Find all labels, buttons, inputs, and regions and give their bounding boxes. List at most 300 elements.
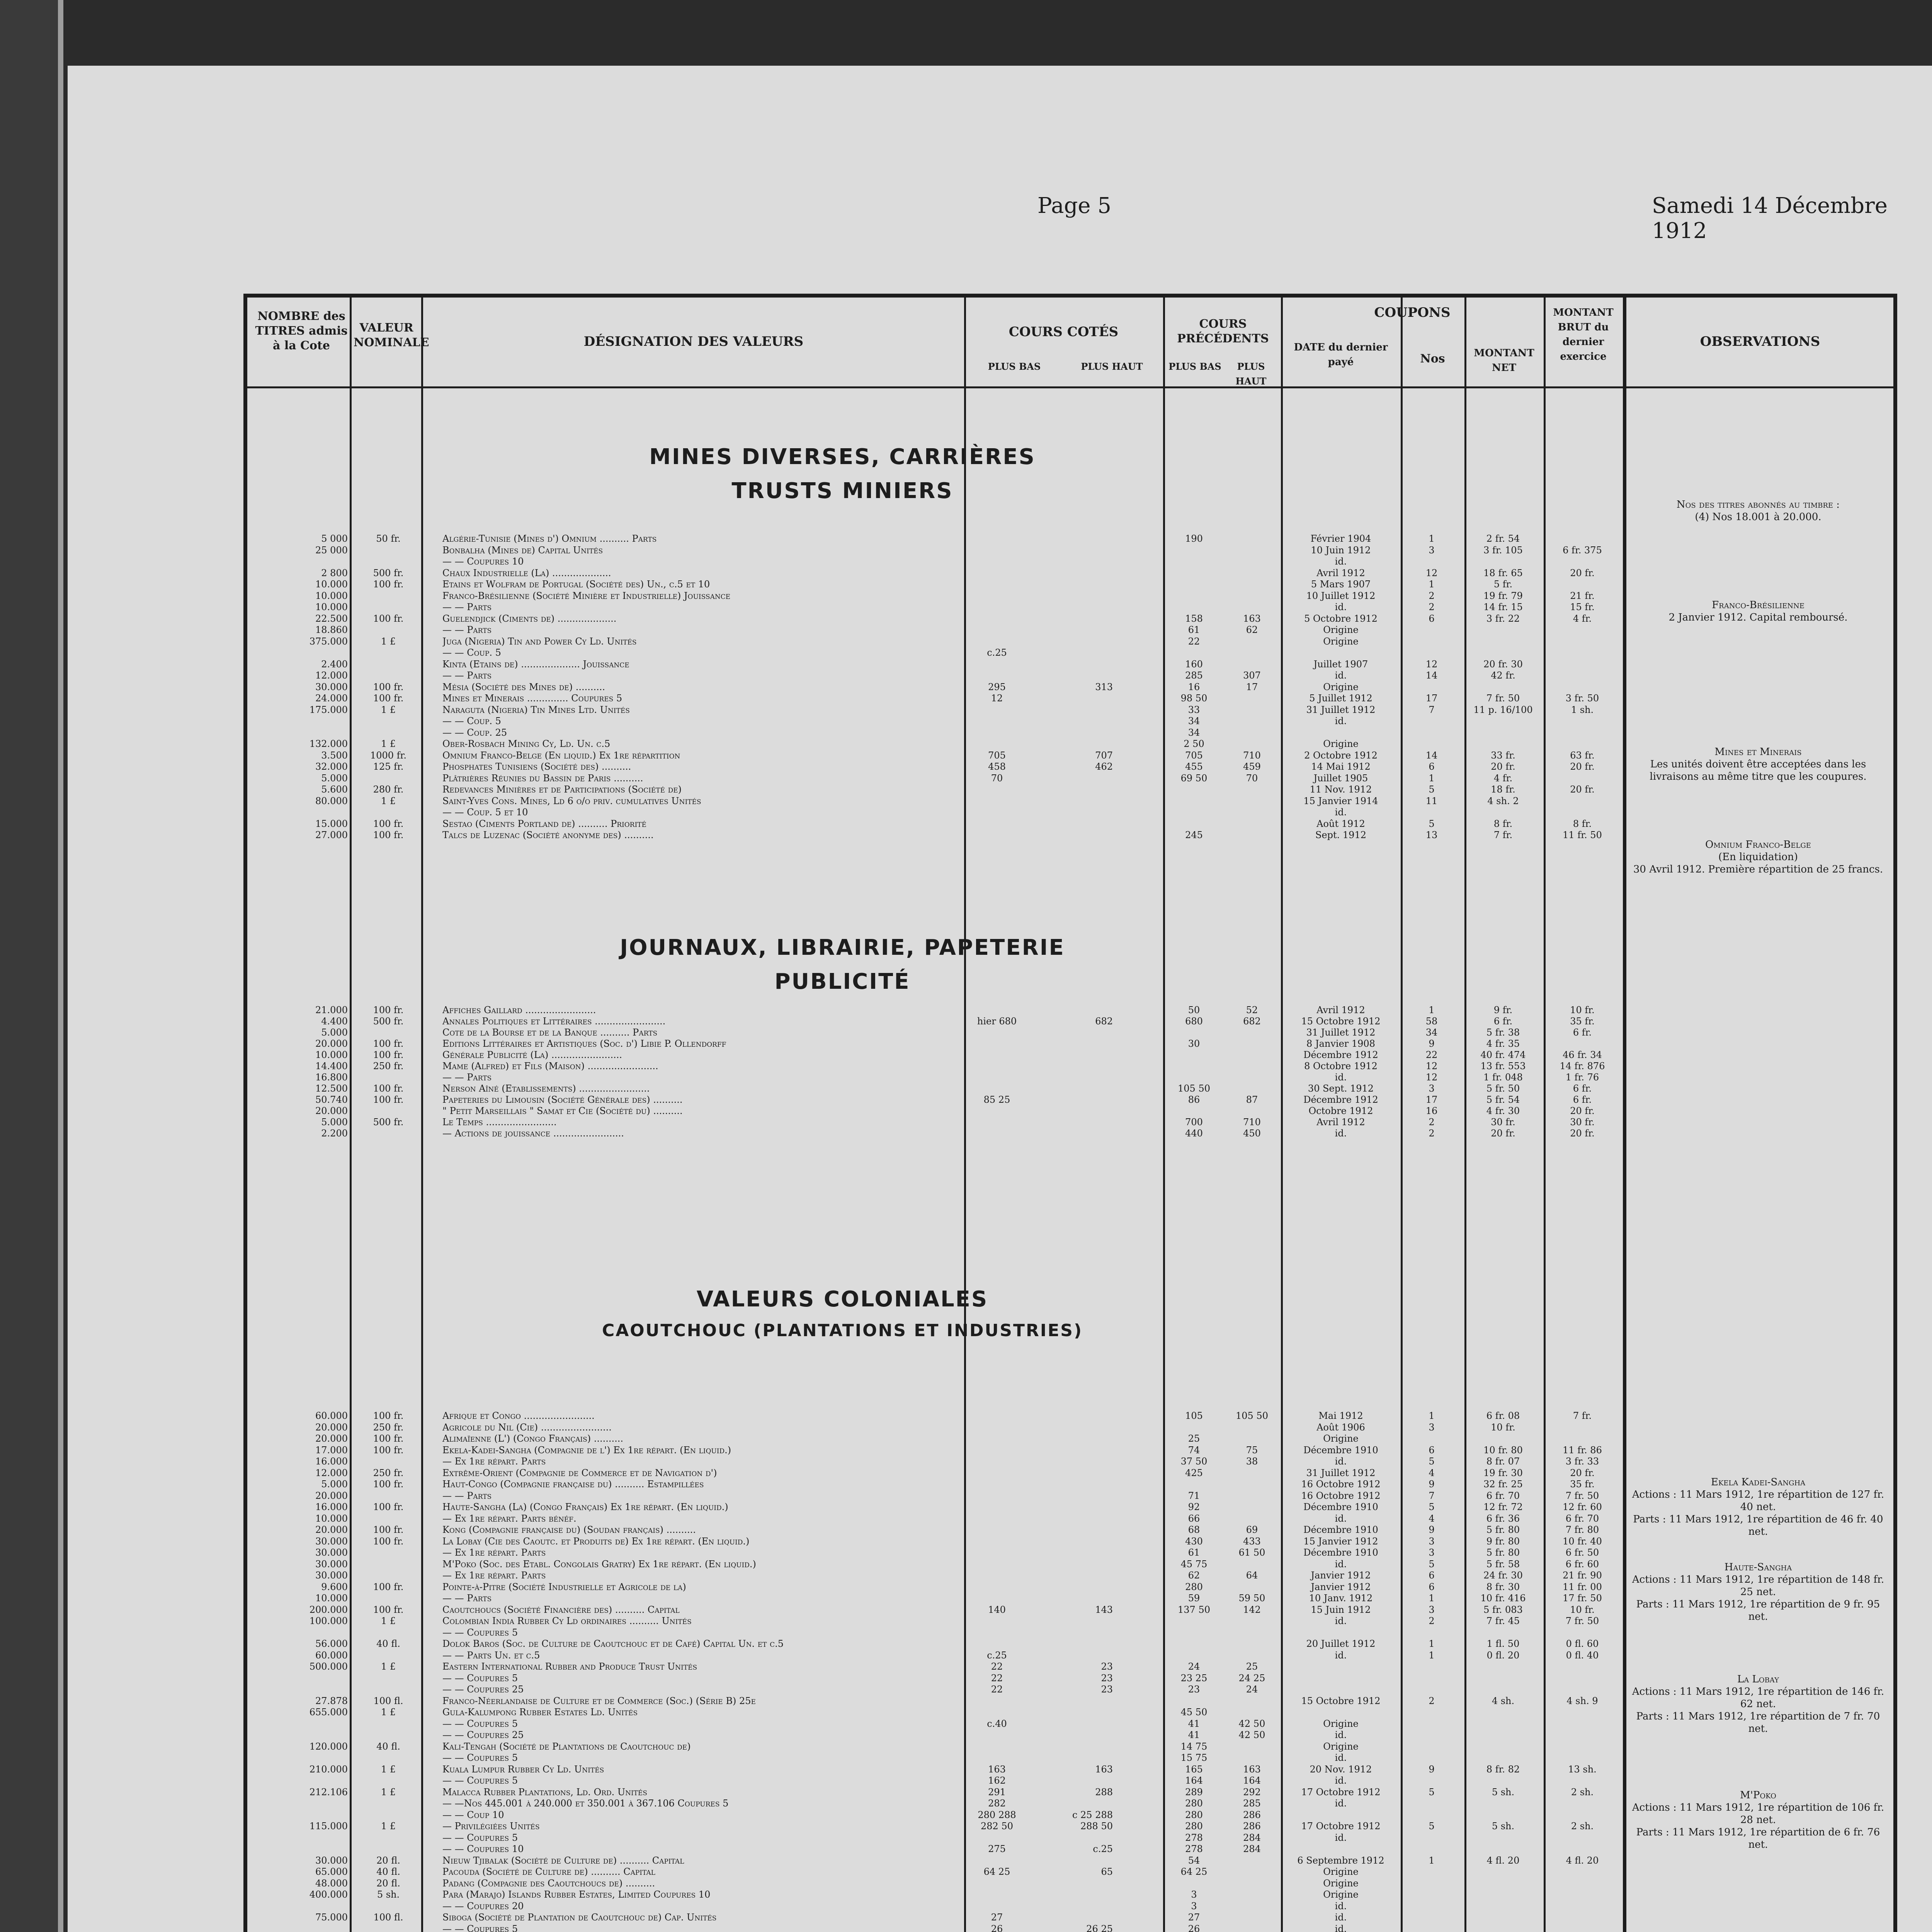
cell-coupon-date: id.	[1335, 670, 1347, 681]
cell-brut: 6 fr.	[1573, 1027, 1592, 1038]
cell-brut: 11 fr. 50	[1563, 830, 1602, 840]
cell-cote-bas: 85 25	[983, 1094, 1010, 1105]
cell-cote-bas: 26	[991, 1923, 1003, 1932]
cell-designation: Extrême-Orient (Compagnie de Commerce et de Navigation d')	[442, 1467, 717, 1478]
cell-nombre: 5.600	[321, 784, 348, 795]
cell-brut: 20 fr.	[1570, 761, 1595, 772]
cell-prec-bas: 105 50	[1178, 1083, 1210, 1094]
observation-text: (En liquidation)	[1718, 851, 1798, 863]
observation-heading: Franco-Brésilienne	[1712, 599, 1804, 611]
cell-valeur: 40 fl.	[376, 1741, 400, 1752]
quotation-table	[243, 294, 1897, 1932]
cell-prec-haut: 286	[1243, 1821, 1261, 1832]
cell-nombre: 12.000	[315, 1467, 348, 1478]
cell-brut: 14 fr. 876	[1560, 1061, 1605, 1071]
cell-designation: M'Poko (Soc. des Etabl. Congolais Gratry) Ex 1re répart. (En liquid.)	[442, 1558, 756, 1570]
cell-coupon-montant: 11 p. 16/100	[1473, 704, 1533, 715]
cell-valeur: 40 fl.	[376, 1638, 400, 1649]
cell-coupon-montant: 5 sh.	[1492, 1821, 1515, 1832]
cell-coupon-date: id.	[1335, 1923, 1347, 1932]
cell-designation: Annales Politiques et Littéraires ........................	[442, 1016, 666, 1027]
cell-prec-bas: 23 25	[1180, 1672, 1208, 1684]
cell-prec-bas: 61	[1188, 624, 1200, 635]
cell-coupon-montant: 1 fl. 50	[1486, 1638, 1520, 1649]
cell-coupon-date: 20 Nov. 1912	[1310, 1764, 1372, 1775]
cell-designation: Cote de la Bourse et de la Banque .......... Parts	[442, 1027, 658, 1038]
cell-coupon-no: 12	[1425, 658, 1438, 670]
cell-designation: Mines et Minerais .............. Coupures 5	[442, 693, 622, 704]
cell-coupon-date: id.	[1335, 1128, 1347, 1139]
table-row	[247, 1061, 1893, 1071]
table-row	[247, 1775, 1893, 1786]
cell-designation: Phosphates Tunisiens (Société des) ..........	[442, 761, 631, 772]
cell-designation: Plâtrières Réunies du Bassin de Paris ..........	[442, 772, 643, 784]
col-header-cours-cotes: COURS COTÉS	[1009, 324, 1119, 340]
col-header-observations: OBSERVATIONS	[1700, 334, 1820, 349]
cell-prec-haut: 286	[1243, 1809, 1261, 1820]
cell-prec-haut: 70	[1246, 772, 1258, 784]
cell-coupon-montant: 2 fr. 54	[1486, 533, 1520, 544]
cell-coupon-no: 1	[1429, 1593, 1435, 1604]
cell-prec-bas: 41	[1188, 1730, 1200, 1740]
cell-valeur: 1 £	[381, 1821, 396, 1832]
cell-valeur: 100 fr.	[373, 1038, 404, 1049]
cell-designation: Malacca Rubber Plantations, Ld. Ord. Unités	[442, 1786, 648, 1798]
cell-nombre: 3.500	[321, 750, 348, 761]
table-row	[247, 716, 1893, 726]
cell-designation: Caoutchoucs (Société Financière des) .......... Capital	[442, 1604, 680, 1615]
table-row	[247, 1072, 1893, 1083]
cell-coupon-no: 14	[1425, 670, 1438, 681]
cell-designation: Kali-Tengah (Société de Plantations de Caoutchouc de)	[442, 1741, 691, 1752]
table-row	[247, 1083, 1893, 1094]
section-title: VALEURS COLONIALES	[696, 1287, 988, 1312]
cell-nombre: 50.740	[315, 1094, 348, 1105]
cell-coupon-date: id.	[1335, 1832, 1347, 1843]
observation-text: 30 Avril 1912. Première répartition de 25 francs.	[1633, 864, 1883, 875]
cell-nombre: 10.000	[315, 1049, 348, 1060]
cell-cote-bas: 162	[988, 1775, 1006, 1786]
cell-nombre: 4.400	[321, 1016, 348, 1027]
cell-coupon-no: 1	[1429, 1005, 1435, 1015]
cell-brut: 0 fl. 60	[1566, 1638, 1599, 1649]
cell-cote-bas: c.25	[987, 1650, 1007, 1661]
observation-note	[1627, 1789, 1889, 1851]
cell-coupon-date: 31 Juillet 1912	[1306, 1467, 1376, 1478]
cell-valeur: 100 fr.	[373, 1094, 404, 1105]
cell-valeur: 100 fr.	[373, 1410, 404, 1421]
cell-coupon-no: 7	[1429, 704, 1435, 715]
cell-coupon-montant: 19 fr. 30	[1483, 1467, 1523, 1478]
cell-coupon-date: Origine	[1323, 1741, 1359, 1752]
cell-nombre: 12.500	[315, 1083, 348, 1094]
cell-prec-bas: 45 75	[1180, 1558, 1208, 1570]
cell-prec-bas: 26	[1188, 1923, 1200, 1932]
cell-brut: 35 fr.	[1570, 1016, 1595, 1027]
cell-prec-bas: 285	[1185, 670, 1203, 681]
cell-coupon-date: 17 Octobre 1912	[1301, 1821, 1381, 1832]
table-row	[247, 1005, 1893, 1015]
cell-cote-bas: 22	[991, 1684, 1003, 1695]
cell-coupon-date: 15 Octobre 1912	[1301, 1016, 1381, 1027]
cell-nombre: 27.878	[315, 1695, 348, 1706]
cell-coupon-date: 5 Mars 1907	[1311, 579, 1371, 590]
cell-nombre: 10.000	[315, 1513, 348, 1524]
cell-designation: Nieuw Tjibalak (Société de Culture de) .......... Capital	[442, 1855, 684, 1866]
cell-brut: 7 fr.	[1573, 1410, 1592, 1421]
cell-designation: Papeteries du Limousin (Société Générale des) ..........	[442, 1094, 683, 1105]
cell-coupon-date: 8 Octobre 1912	[1304, 1061, 1378, 1071]
cell-coupon-date: Décembre 1912	[1303, 1049, 1378, 1060]
cell-designation: Algérie-Tunisie (Mines d') Omnium .......... Parts	[442, 533, 657, 544]
cell-prec-bas: 24	[1188, 1661, 1200, 1672]
cell-cote-haut: 163	[1095, 1764, 1113, 1775]
cell-coupon-date: Décembre 1910	[1303, 1524, 1378, 1535]
cell-cote-bas: c.25	[987, 647, 1007, 658]
cell-coupon-date: 15 Janvier 1912	[1303, 1536, 1378, 1547]
cell-coupon-montant: 5 sh.	[1492, 1786, 1515, 1798]
cell-brut: 20 fr.	[1570, 784, 1595, 795]
cell-prec-haut: 163	[1243, 613, 1261, 624]
cell-valeur: 100 fr.	[373, 1581, 404, 1592]
cell-prec-bas: 61	[1188, 1547, 1200, 1558]
cell-valeur: 20 fl.	[376, 1878, 400, 1889]
cell-coupon-date: Janvier 1912	[1311, 1570, 1371, 1581]
cell-prec-bas: 50	[1188, 1005, 1200, 1015]
cell-prec-haut: 285	[1243, 1798, 1261, 1809]
cell-cote-bas: 22	[991, 1672, 1003, 1684]
cell-prec-bas: 160	[1185, 658, 1203, 670]
cell-prec-bas: 74	[1188, 1444, 1200, 1456]
cell-coupon-date: Février 1904	[1310, 533, 1371, 544]
cell-coupon-date: Juillet 1905	[1313, 772, 1368, 784]
cell-brut: 3 fr. 50	[1565, 693, 1599, 704]
observation-text: Actions : 11 Mars 1912, 1re répartition de 127 fr. 40 net.	[1632, 1489, 1884, 1513]
table-row	[247, 568, 1893, 578]
cell-valeur: 100 fr.	[373, 1502, 404, 1512]
cell-coupon-montant: 42 fr.	[1491, 670, 1515, 681]
cell-nombre: 18.860	[315, 624, 348, 635]
cell-brut: 0 fl. 40	[1566, 1650, 1599, 1661]
cell-valeur: 1 £	[381, 704, 396, 715]
cell-coupon-montant: 8 fr. 30	[1486, 1581, 1520, 1592]
cell-designation: Pacouda (Société de Culture de) .......... Capital	[442, 1866, 655, 1877]
cell-designation: Para (Marajo) Islands Rubber Estates, Limited Coupures 10	[442, 1889, 711, 1900]
cell-prec-haut: 52	[1246, 1005, 1258, 1015]
cell-coupon-no: 1	[1429, 1855, 1435, 1866]
cell-coupon-no: 7	[1429, 1490, 1435, 1501]
cell-coupon-no: 13	[1425, 830, 1438, 840]
cell-brut: 20 fr.	[1570, 1128, 1595, 1139]
cell-designation: Mame (Alfred) et Fils (Maison) ........................	[442, 1061, 658, 1071]
cell-designation: Redevances Minières et de Participations (Société de)	[442, 784, 682, 795]
cell-nombre: 200.000	[309, 1604, 348, 1615]
cell-brut: 46 fr. 34	[1563, 1049, 1602, 1060]
cell-coupon-no: 2	[1429, 1695, 1435, 1706]
table-row	[247, 1049, 1893, 1060]
cell-coupon-montant: 4 fl. 20	[1486, 1855, 1520, 1866]
cell-coupon-montant: 9 fr. 80	[1486, 1536, 1520, 1547]
cell-cote-haut: 462	[1095, 761, 1113, 772]
cell-designation: — — Coupures 5	[442, 1752, 518, 1763]
table-row	[247, 727, 1893, 738]
cell-prec-haut: 25	[1246, 1661, 1258, 1672]
cell-coupon-montant: 12 fr. 72	[1483, 1502, 1523, 1512]
cell-coupon-montant: 10 fr. 416	[1480, 1593, 1526, 1604]
cell-designation: Siboga (Société de Plantation de Caoutchouc de) Cap. Unités	[442, 1912, 717, 1923]
cell-prec-bas: 430	[1185, 1536, 1203, 1547]
cell-coupon-no: 4	[1429, 1467, 1435, 1478]
cell-prec-bas: 33	[1188, 704, 1200, 715]
cell-cote-haut: 23	[1101, 1684, 1113, 1695]
cell-valeur: 50 fr.	[376, 533, 401, 544]
cell-valeur: 100 fr.	[373, 1604, 404, 1615]
cell-nombre: 115.000	[309, 1821, 348, 1832]
cell-nombre: 75.000	[315, 1912, 348, 1923]
cell-coupon-date: Décembre 1910	[1303, 1444, 1378, 1456]
cell-coupon-montant: 14 fr. 15	[1483, 602, 1523, 612]
cell-coupon-no: 1	[1429, 533, 1435, 544]
cell-designation: — — Coup. 5 et 10	[442, 807, 528, 818]
cell-coupon-montant: 3 fr. 105	[1483, 544, 1523, 556]
cell-prec-bas: 22	[1188, 636, 1200, 647]
observation-note	[1627, 1561, 1889, 1623]
cell-coupon-date: Décembre 1912	[1303, 1094, 1378, 1105]
cell-coupon-montant: 5 fr. 083	[1483, 1604, 1523, 1615]
cell-coupon-date: Avril 1912	[1316, 1117, 1365, 1128]
cell-coupon-date: 15 Janvier 1914	[1303, 795, 1378, 806]
cell-coupon-date: Origine	[1323, 1866, 1359, 1877]
cell-valeur: 1000 fr.	[370, 750, 407, 761]
cell-cote-bas: 295	[988, 681, 1006, 692]
cell-brut: 4 fl. 20	[1566, 1855, 1599, 1866]
observation-text: Actions : 11 Mars 1912, 1re répartition de 146 fr. 62 net.	[1632, 1686, 1884, 1710]
table-row	[247, 1094, 1893, 1105]
cell-prec-bas: 62	[1188, 1570, 1200, 1581]
cell-coupon-date: 31 Juillet 1912	[1306, 704, 1376, 715]
cell-cote-bas: 70	[991, 772, 1003, 784]
cell-prec-haut: 284	[1243, 1844, 1261, 1854]
cell-coupon-date: Origine	[1323, 738, 1359, 749]
cell-coupon-date: 20 Juillet 1912	[1306, 1638, 1376, 1649]
cell-brut: 11 fr. 86	[1563, 1444, 1602, 1456]
cell-valeur: 500 fr.	[373, 567, 404, 578]
cell-coupon-montant: 4 sh. 2	[1487, 795, 1519, 806]
cell-cote-haut: 23	[1101, 1661, 1113, 1672]
cell-valeur: 100 fr.	[373, 1479, 404, 1490]
cell-designation: Gula-Kalumpong Rubber Estates Ld. Unités	[442, 1707, 638, 1718]
cell-coupon-date: id.	[1335, 1616, 1347, 1626]
cell-coupon-montant: 7 fr.	[1493, 830, 1513, 840]
table-row	[247, 659, 1893, 670]
table-row	[247, 1038, 1893, 1049]
cell-nombre: 32.000	[315, 761, 348, 772]
cell-valeur: 40 fl.	[376, 1866, 400, 1877]
cell-prec-bas: 71	[1188, 1490, 1200, 1501]
cell-nombre: 375.000	[309, 636, 348, 647]
cell-prec-haut: 64	[1246, 1570, 1258, 1581]
cell-nombre: 48.000	[315, 1878, 348, 1889]
table-row	[247, 784, 1893, 795]
cell-prec-haut: 59 50	[1238, 1593, 1265, 1604]
table-row	[247, 1923, 1893, 1932]
cell-designation: Editions Littéraires et Artistiques (Soc. d') Libie P. Ollendorff	[442, 1038, 726, 1049]
cell-coupon-date: Août 1912	[1316, 818, 1365, 829]
section-title: MINES DIVERSES, CARRIÈRES	[649, 444, 1036, 469]
cell-coupon-montant: 10 fr. 80	[1483, 1444, 1523, 1456]
cell-brut: 6 fr.	[1573, 1083, 1592, 1094]
cell-nombre: 30.000	[315, 1855, 348, 1866]
cell-prec-haut: 42 50	[1238, 1718, 1265, 1729]
cell-coupon-no: 5	[1429, 1786, 1435, 1798]
observation-heading: Omnium Franco-Belge	[1705, 839, 1811, 850]
cell-prec-bas: 27	[1188, 1912, 1200, 1923]
cell-designation: — — Coup 10	[442, 1809, 504, 1820]
table-row	[247, 556, 1893, 567]
cell-valeur: 280 fr.	[373, 784, 404, 795]
col-header-designation: DÉSIGNATION DES VALEURS	[583, 334, 804, 349]
cell-designation: Sestao (Ciments Portland de) .......... Priorité	[442, 818, 646, 829]
cell-coupon-no: 3	[1429, 544, 1435, 556]
cell-coupon-no: 9	[1429, 1479, 1435, 1490]
cell-coupon-montant: 7 fr. 50	[1486, 693, 1520, 704]
cell-nombre: 22.500	[315, 613, 348, 624]
table-row	[247, 1752, 1893, 1763]
cell-coupon-date: id.	[1335, 807, 1347, 818]
cell-cote-bas: 705	[988, 750, 1006, 761]
cell-designation: — — Parts	[442, 602, 492, 612]
table-row	[247, 1547, 1893, 1558]
cell-valeur: 500 fr.	[373, 1117, 404, 1128]
cell-nombre: 16.000	[315, 1456, 348, 1467]
cell-nombre: 175.000	[309, 704, 348, 715]
cell-prec-bas: 280	[1185, 1821, 1203, 1832]
cell-designation: Eastern International Rubber and Produce Trust Unités	[442, 1661, 697, 1672]
cell-prec-bas: 64 25	[1180, 1866, 1208, 1877]
table-row	[247, 1650, 1893, 1661]
cell-nombre: 30.000	[315, 1536, 348, 1547]
cell-prec-bas: 69 50	[1180, 772, 1208, 784]
cell-designation: — — Parts	[442, 624, 492, 635]
cell-designation: Guelendjick (Ciments de) ....................	[442, 613, 617, 624]
cell-nombre: 20.000	[315, 1422, 348, 1433]
cell-coupon-date: 30 Sept. 1912	[1308, 1083, 1374, 1094]
cell-designation: Omnium Franco-Belge (En liquid.) Ex 1re répartition	[442, 750, 680, 761]
cell-brut: 4 sh. 9	[1566, 1695, 1598, 1706]
cell-valeur: 100 fr.	[373, 681, 404, 692]
cell-coupon-date: Août 1906	[1316, 1422, 1365, 1433]
cell-coupon-no: 5	[1429, 1502, 1435, 1512]
cell-designation: Le Temps ........................	[442, 1117, 557, 1128]
cell-coupon-date: Origine	[1323, 1718, 1359, 1729]
cell-prec-bas: 289	[1185, 1786, 1203, 1798]
cell-prec-haut: 710	[1243, 750, 1261, 761]
cell-coupon-montant: 6 fr.	[1493, 1016, 1513, 1027]
cell-cote-bas: c.40	[987, 1718, 1007, 1729]
cell-coupon-date: id.	[1335, 1072, 1347, 1083]
cell-valeur: 100 fr.	[373, 830, 404, 840]
observation-heading: La Lobay	[1737, 1673, 1779, 1685]
cell-brut: 7 fr. 50	[1565, 1616, 1599, 1626]
cell-cote-bas: hier 680	[977, 1016, 1017, 1027]
cell-valeur: 5 sh.	[377, 1889, 400, 1900]
cell-coupon-no: 12	[1425, 567, 1438, 578]
cell-designation: Juga (Nigeria) Tin and Power Cy Ld. Unités	[442, 636, 637, 647]
cell-coupon-montant: 5 fr. 38	[1486, 1027, 1520, 1038]
cell-coupon-montant: 6 fr. 36	[1486, 1513, 1520, 1524]
cell-cote-haut: 682	[1095, 1016, 1113, 1027]
cell-prec-haut: 62	[1246, 624, 1258, 635]
cell-prec-bas: 98 50	[1180, 693, 1208, 704]
cell-brut: 17 fr. 50	[1563, 1593, 1602, 1604]
cell-cote-haut: 707	[1095, 750, 1113, 761]
cell-nombre: 17.000	[315, 1444, 348, 1456]
cell-designation: — Ex 1re répart. Parts	[442, 1570, 546, 1581]
table-row	[247, 1027, 1893, 1038]
table-row	[247, 818, 1893, 829]
cell-cote-haut: 65	[1101, 1866, 1113, 1877]
cell-valeur: 1 £	[381, 738, 396, 749]
cell-designation: Générale Publicité (La) ........................	[442, 1049, 622, 1060]
table-row	[247, 1433, 1893, 1444]
adjacent-page-edge	[0, 0, 63, 1932]
col-header-montant: MONTANT NET	[1474, 347, 1534, 374]
cell-brut: 1 fr. 76	[1565, 1072, 1599, 1083]
cell-designation: Franco-Brésilienne (Société Minière et Industrielle) Jouissance	[442, 590, 731, 601]
cell-prec-bas: 23	[1188, 1684, 1200, 1695]
cell-brut: 4 fr.	[1573, 613, 1592, 624]
cell-prec-haut: 75	[1246, 1444, 1258, 1456]
col-header-cotes-bas: PLUS BAS	[988, 361, 1041, 372]
cell-prec-bas: 278	[1185, 1844, 1203, 1854]
cell-coupon-date: 5 Juillet 1912	[1309, 693, 1372, 704]
cell-designation: — — Parts	[442, 1072, 492, 1083]
cell-nombre: 9.600	[321, 1581, 348, 1592]
cell-coupon-no: 14	[1425, 750, 1438, 761]
observation-text: Parts : 11 Mars 1912, 1re répartition de 46 fr. 40 net.	[1633, 1514, 1883, 1537]
table-row	[247, 1445, 1893, 1456]
cell-coupon-no: 12	[1425, 1061, 1438, 1071]
cell-designation: — — Coupures 5	[442, 1718, 518, 1729]
cell-valeur: 100 fr.	[373, 1083, 404, 1094]
cell-designation: " Petit Marseillais " Samat et Cie (Société du) ..........	[442, 1105, 683, 1116]
cell-coupon-date: id.	[1335, 1798, 1347, 1809]
col-header-coupons: COUPONS	[1374, 305, 1451, 320]
cell-nombre: 655.000	[309, 1707, 348, 1718]
cell-nombre: 16.000	[315, 1502, 348, 1512]
cell-valeur: 100 fr.	[373, 579, 404, 590]
cell-brut: 2 sh.	[1571, 1821, 1594, 1832]
cell-prec-bas: 245	[1185, 830, 1203, 840]
cell-nombre: 2 800	[321, 567, 348, 578]
table-row	[247, 1889, 1893, 1900]
observation-heading: Ekela Kadei-Sangha	[1711, 1476, 1806, 1488]
cell-coupon-date: id.	[1335, 1752, 1347, 1763]
cell-cote-bas: 282 50	[981, 1821, 1013, 1832]
cell-coupon-montant: 4 fr.	[1493, 772, 1513, 784]
table-row	[247, 693, 1893, 704]
cell-coupon-no: 17	[1425, 1094, 1438, 1105]
cell-cote-bas: 64 25	[983, 1866, 1010, 1877]
cell-prec-bas: 425	[1185, 1467, 1203, 1478]
cell-designation: Franco-Néerlandaise de Culture et de Commerce (Soc.) (Série B) 25e	[442, 1695, 756, 1706]
cell-prec-haut: 682	[1243, 1016, 1261, 1027]
table-row	[247, 647, 1893, 658]
cell-nombre: 5.000	[321, 1027, 348, 1038]
cell-coupon-montant: 13 fr. 553	[1480, 1061, 1526, 1071]
cell-coupon-date: id.	[1335, 1513, 1347, 1524]
cell-designation: Haut-Congo (Compagnie française du) .......... Estampillées	[442, 1479, 704, 1490]
